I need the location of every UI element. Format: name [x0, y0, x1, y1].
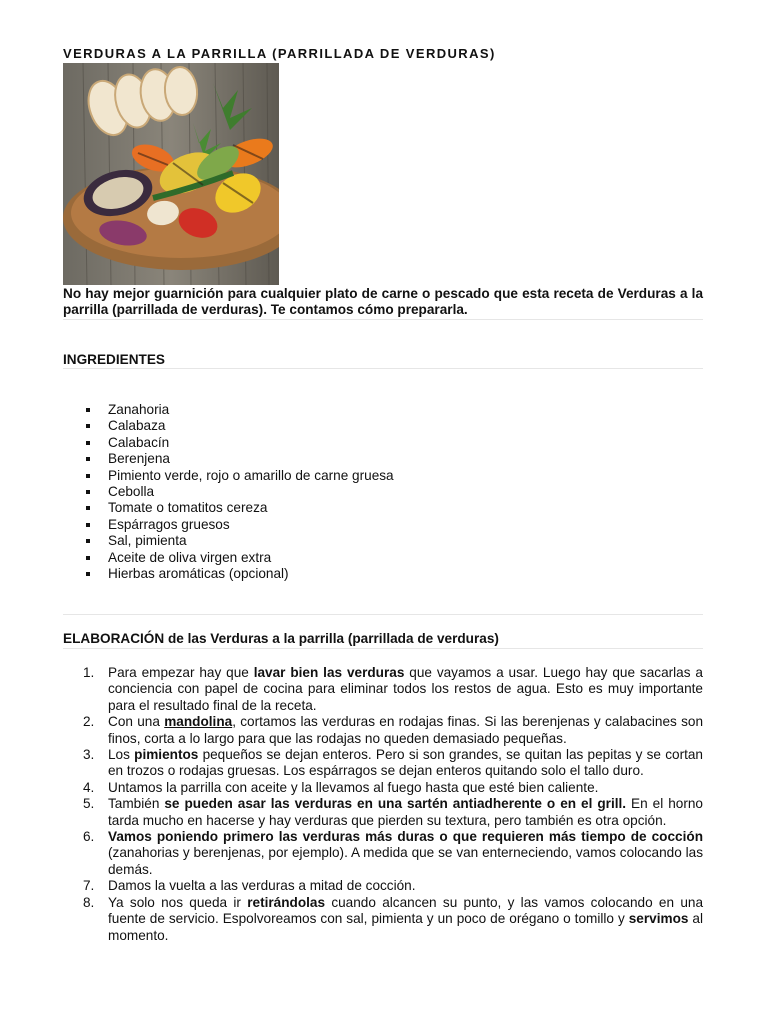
step-item [63, 796, 703, 829]
step-emphasis: mandolina [164, 714, 233, 730]
step-number: 3. [83, 747, 95, 763]
step-text: Los [108, 747, 135, 763]
step-item [63, 895, 703, 944]
intro-paragraph: No hay mejor guarnición para cualquier plato de carne o pescado que esta receta de Verduras a la parrilla (parrillada de verduras). Te contamos cómo prepararla. [63, 286, 703, 318]
ingredient-item: Aceite de oliva virgen extra [63, 550, 394, 566]
step-text: , cortamos las verduras en rodajas finas. Si las berenjenas y calabacines son finos, corta a lo largo para que las rodajas no queden demasiado pequeñas. [108, 714, 704, 746]
ingredients-list [63, 402, 394, 582]
ingredient-item: Cebolla [63, 484, 394, 500]
grilled-vegetables-photo [63, 63, 279, 285]
step-emphasis: lavar bien las verduras [253, 665, 405, 680]
step-item [63, 665, 703, 714]
step-text: Para empezar hay que [108, 665, 254, 680]
ingredient-item: Pimiento verde, rojo o amarillo de carne gruesa [63, 468, 394, 484]
ingredient-item: Berenjena [63, 451, 394, 467]
step-number: 2. [83, 714, 95, 730]
divider [63, 319, 703, 320]
step-emphasis: servimos [628, 911, 689, 927]
step-number: 4. [83, 779, 95, 795]
ingredient-item: Hierbas aromáticas (opcional) [63, 566, 394, 582]
step-text: Con una [108, 714, 165, 730]
step-text: En el horno tarda mucho en hacerse y hay verduras que pierden su textura, pero también es otra opción. [108, 796, 703, 828]
step-emphasis: pimientos [134, 747, 199, 763]
step-text: que vayamos a usar. Luego hay que sacarlas a conciencia con papel de cocina para eliminar todos los restos de agua. Esto es muy importante para el resultado final de la receta. [108, 665, 703, 713]
step-text: (zanahorias y berenjenas, por ejemplo). A medida que se van enterneciendo, vamos colocando las demás. [108, 845, 703, 877]
elaboration-heading [63, 631, 499, 647]
step-item [63, 878, 703, 894]
ingredient-item: Sal, pimienta [63, 533, 394, 549]
step-emphasis: Vamos poniendo primero las verduras más duras o que requieren más tiempo de cocción [108, 829, 703, 845]
step-text: Ya solo nos queda ir [108, 894, 248, 910]
elaboration-steps-list [63, 665, 703, 944]
step-item [63, 829, 703, 878]
divider [63, 614, 703, 615]
recipe-title: VERDURAS A LA PARRILLA (PARRILLADA DE VERDURAS) [63, 46, 496, 61]
ingredient-item: Calabacín [63, 435, 394, 451]
step-text: Untamos la parrilla con aceite y la llevamos al fuego hasta que esté bien caliente. [108, 779, 599, 795]
elaboration-heading-lead: ELABORACIÓN [63, 631, 165, 646]
divider [63, 368, 703, 369]
elaboration-heading-rest: de las Verduras a la parrilla (parrillada de verduras) [164, 631, 499, 646]
step-text: Damos la vuelta a las verduras a mitad de cocción. [108, 878, 416, 894]
step-item [63, 780, 703, 796]
step-number: 8. [83, 894, 95, 910]
step-item [63, 714, 703, 747]
step-item [63, 747, 703, 780]
step-number: 1. [83, 665, 95, 680]
step-text: pequeños se dejan enteros. Pero si son grandes, se quitan las pepitas y se cortan en trozos o rodajas gruesas. Los espárragos se dejan enteros quitando solo el tallo duro. [108, 747, 703, 779]
ingredient-item: Tomate o tomatitos cereza [63, 500, 394, 516]
step-text: cuando alcancen su punto, y las vamos colocando en una fuente de servicio. Espolvoreamos con sal, pimienta y un poco de orégano o tomillo y [108, 894, 703, 927]
ingredients-heading: INGREDIENTES [63, 352, 165, 367]
step-number: 6. [83, 829, 95, 845]
step-emphasis: retirándolas [247, 894, 326, 910]
step-number: 5. [83, 796, 95, 812]
step-text: al momento. [108, 911, 704, 943]
step-text: También [108, 796, 165, 812]
ingredient-item: Calabaza [63, 418, 394, 434]
step-emphasis: se pueden asar las verduras en una sartén antiadherente o en el grill. [164, 796, 627, 812]
divider [63, 648, 703, 649]
step-number: 7. [83, 878, 95, 894]
ingredient-item: Zanahoria [63, 402, 394, 418]
ingredient-item: Espárragos gruesos [63, 517, 394, 533]
